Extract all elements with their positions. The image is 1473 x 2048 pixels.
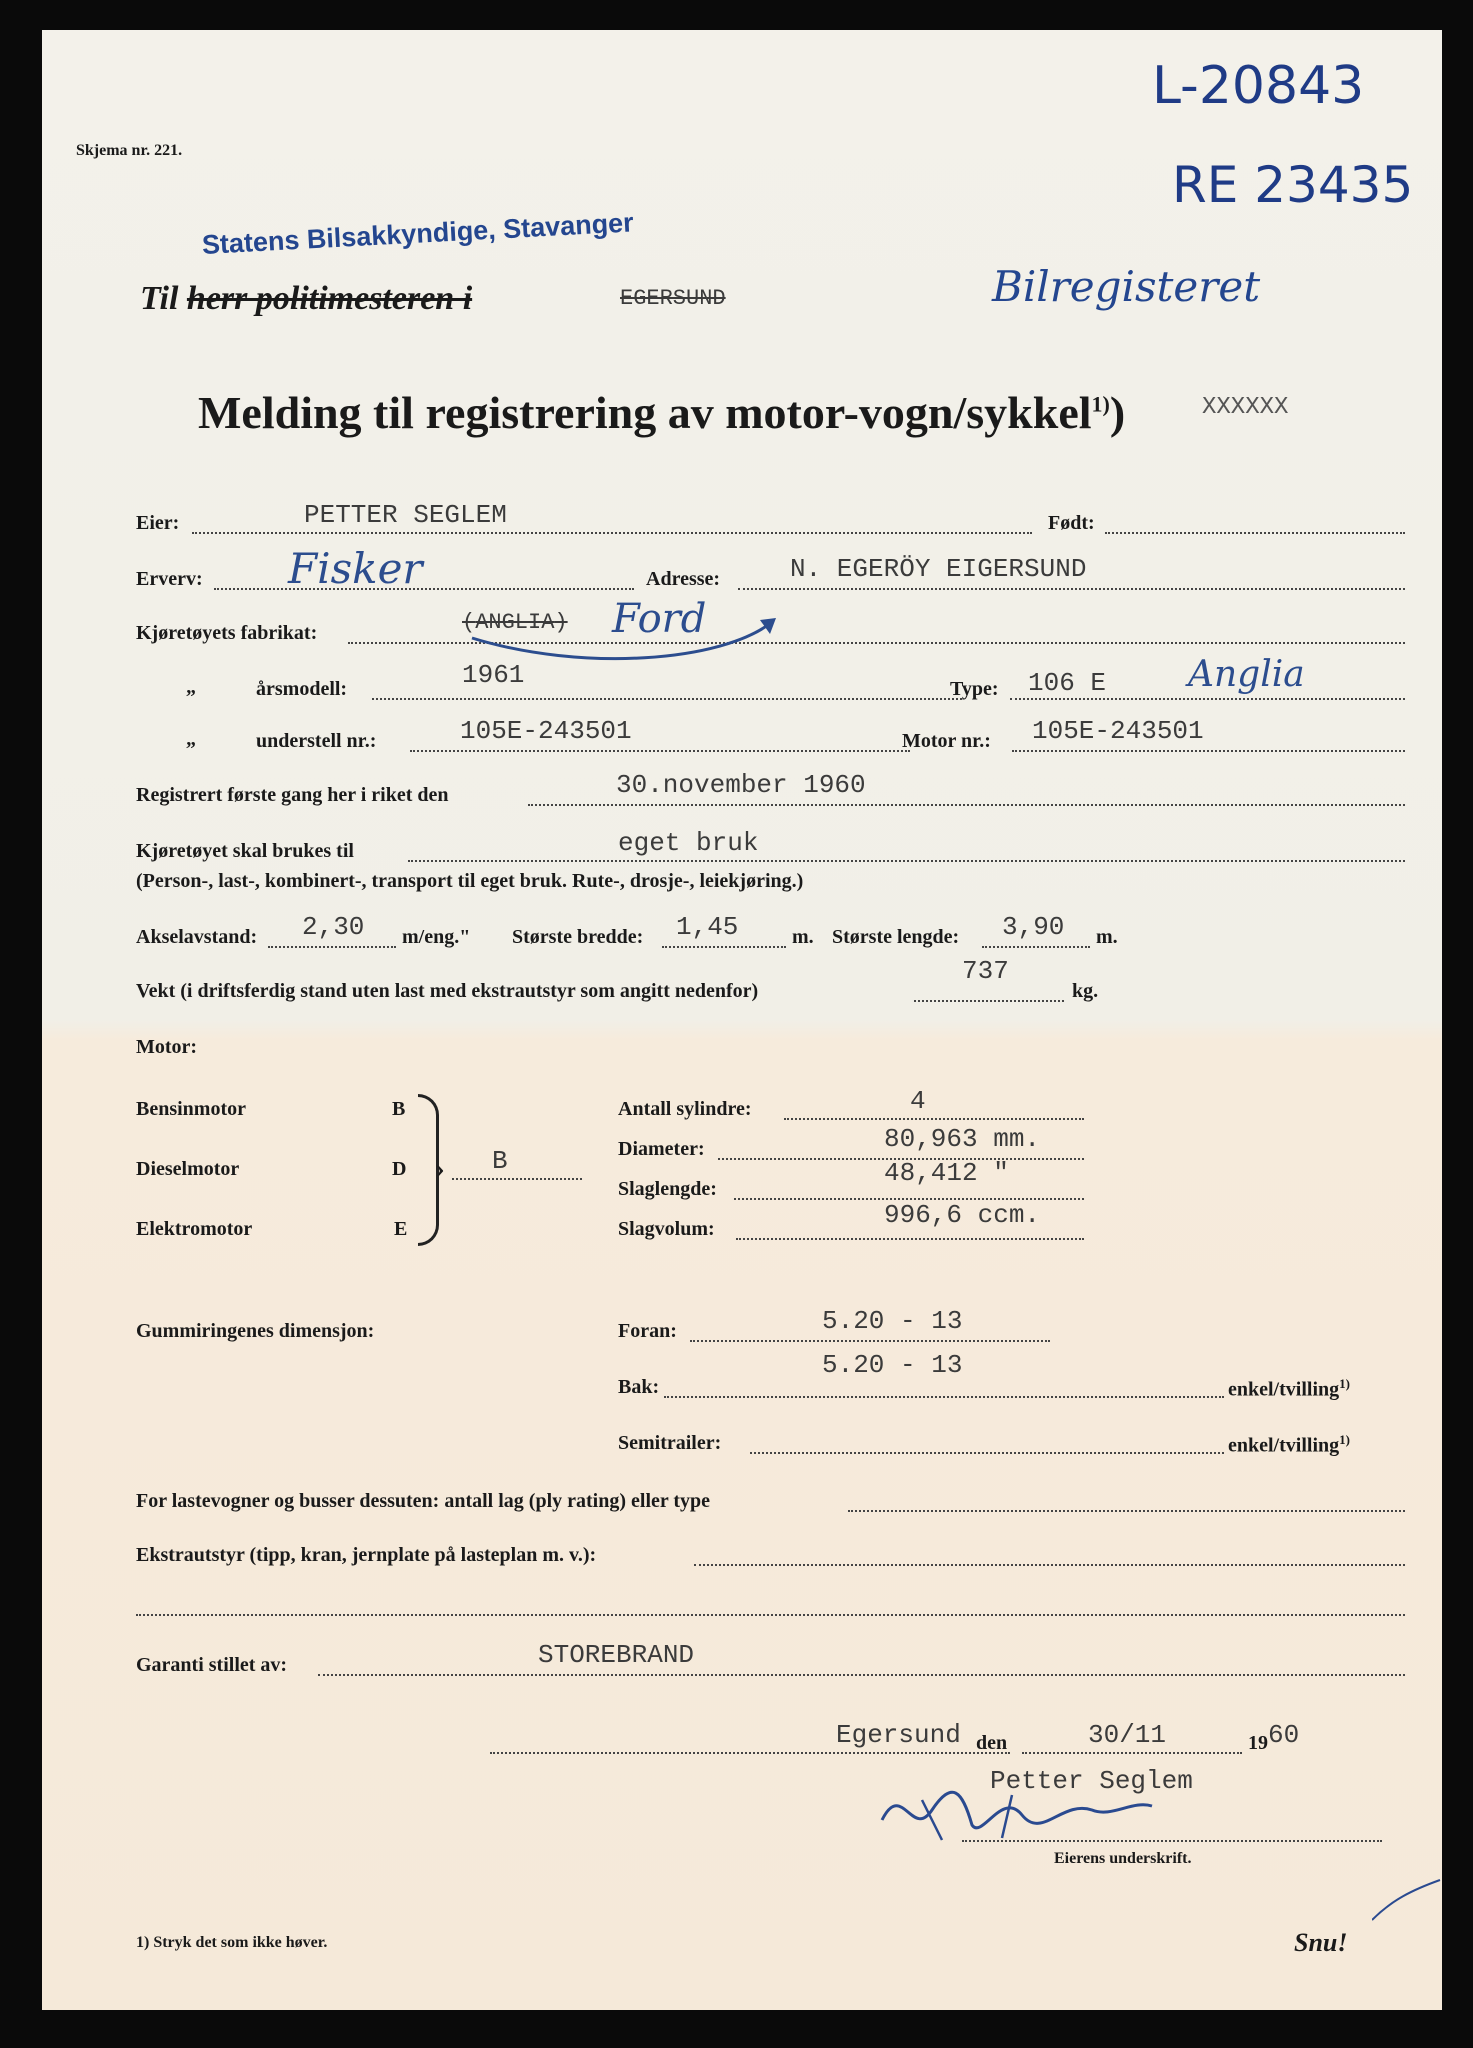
slaglengde-value: 48,412 " [884, 1158, 1009, 1188]
vekt-value: 737 [962, 956, 1009, 986]
registrert-value: 30.november 1960 [616, 770, 866, 800]
arsmodell-label: årsmodell: [256, 678, 348, 700]
footer-note: 1) Stryk det som ikke høver. [136, 1934, 328, 1951]
eier-value: PETTER SEGLEM [304, 500, 507, 530]
dieselmotor-label: Dieselmotor [136, 1158, 240, 1180]
bilregisteret-handwritten: Bilregisteret [992, 262, 1261, 311]
sylindre-label: Antall sylindre: [618, 1098, 752, 1120]
til-label: Til herr politimesteren i [140, 280, 473, 317]
fabrikat-arrow-icon [462, 602, 792, 662]
schema-number: Skjema nr. 221. [76, 142, 183, 159]
bak-label: Bak: [618, 1376, 660, 1398]
type-label: Type: [950, 678, 999, 700]
form-title: Melding til registrering av motor-vogn/sykkel$^{1)}$) [198, 387, 1126, 438]
akselavstand-line [268, 946, 396, 948]
slaglengde-label: Slaglengde: [618, 1178, 717, 1200]
elektromotor-label: Elektromotor [136, 1218, 253, 1240]
year-prefix: 19 [1248, 1732, 1268, 1754]
motor-selected-value: B [492, 1146, 508, 1176]
stamp-statens-bilsakkyndige: Statens Bilsakkyndige, Stavanger [201, 207, 635, 260]
arsmodell-line [372, 698, 962, 700]
bak-enkel-tvilling: enkel/tvilling$^{1)}$ [1228, 1376, 1350, 1401]
fabrikat-struck: (ANGLIA) [462, 610, 568, 635]
sylindre-line [784, 1118, 1084, 1120]
quote-mark-2: „ [186, 728, 196, 750]
signature-label: Eierens underskrift. [1054, 1850, 1192, 1867]
registrert-label: Registrert første gang her i riket den [136, 784, 449, 806]
fabrikat-value: Ford [612, 596, 707, 642]
erverv-label: Erverv: [136, 568, 203, 590]
adresse-value: N. EGERÖY EIGERSUND [790, 554, 1087, 584]
diameter-value: 80,963 mm. [884, 1124, 1041, 1154]
akselavstand-label: Akselavstand: [136, 926, 258, 948]
eier-line [192, 532, 1032, 534]
brukes-label: Kjøretøyet skal brukes til [136, 840, 354, 862]
akselavstand-value: 2,30 [302, 912, 365, 942]
tyres-label: Gummiringenes dimensjon: [136, 1320, 375, 1342]
motor-nr-value: 105E-243501 [1032, 716, 1204, 746]
vekt-line [914, 1000, 1064, 1002]
bensinmotor-code: B [392, 1098, 406, 1120]
bak-value: 5.20 - 13 [822, 1350, 963, 1380]
lastevogner-line [848, 1510, 1405, 1512]
foran-line [690, 1340, 1050, 1342]
eier-label: Eier: [136, 512, 180, 534]
lengde-line [982, 946, 1090, 948]
brukes-line [408, 860, 1405, 862]
signature-scribble-icon [862, 1770, 1162, 1850]
place-line [490, 1752, 1010, 1754]
arsmodell-value: 1961 [462, 660, 525, 690]
fabrikat-label: Kjøretøyets fabrikat: [136, 622, 318, 644]
motor-label: Motor: [136, 1036, 198, 1058]
owner-name-typed: Petter Seglem [990, 1766, 1193, 1796]
bredde-value: 1,45 [676, 912, 739, 942]
akselavstand-unit: m/eng." [402, 926, 471, 948]
registrert-line [528, 804, 1405, 806]
garanti-label: Garanti stillet av: [136, 1654, 288, 1676]
herr-politimesteren-struck: herr politimesteren i [186, 280, 473, 317]
lengde-value: 3,90 [1002, 912, 1065, 942]
lengde-unit: m. [1096, 926, 1118, 948]
sylindre-value: 4 [910, 1086, 926, 1116]
garanti-value: STOREBRAND [538, 1640, 695, 1670]
brace-tip: › [436, 1154, 445, 1183]
type-handwritten: Anglia [1188, 654, 1305, 695]
garanti-line [318, 1674, 1405, 1676]
handwritten-reference-2: RE 23435 [1172, 156, 1414, 214]
bak-line [664, 1396, 1224, 1398]
egersund-struck: EGERSUND [620, 286, 726, 311]
bredde-label: Største bredde: [512, 926, 644, 948]
foran-label: Foran: [618, 1320, 677, 1342]
date-value: 30/11 [1088, 1720, 1167, 1750]
brukes-value: eget bruk [618, 828, 759, 858]
semitrailer-label: Semitrailer: [618, 1432, 722, 1454]
ekstrautstyr-line-2 [136, 1614, 1405, 1616]
slagvolum-value: 996,6 ccm. [884, 1200, 1041, 1230]
title-overtype: XXXXXX [1202, 394, 1289, 421]
bensinmotor-label: Bensinmotor [136, 1098, 246, 1120]
motor-nr-label: Motor nr.: [902, 730, 991, 752]
elektromotor-code: E [394, 1218, 408, 1240]
year-value: 60 [1268, 1720, 1300, 1750]
motor-nr-line [1012, 750, 1405, 752]
semitrailer-enkel-tvilling: enkel/tvilling$^{1)}$ [1228, 1432, 1350, 1457]
fodt-line [1105, 532, 1405, 534]
brukes-note: (Person-, last-, kombinert-, transport til eget bruk. Rute-, drosje-, leiekjøring.) [136, 870, 804, 892]
snu-label: Snu! [1294, 1928, 1348, 1957]
fodt-label: Født: [1048, 512, 1095, 534]
slagvolum-line [736, 1238, 1084, 1240]
vekt-unit: kg. [1072, 980, 1099, 1002]
bredde-unit: m. [792, 926, 814, 948]
bredde-line [662, 946, 786, 948]
slagvolum-label: Slagvolum: [618, 1218, 715, 1240]
diameter-label: Diameter: [618, 1138, 705, 1160]
motor-selected-line [452, 1178, 582, 1180]
understell-label: understell nr.: [256, 730, 377, 752]
semitrailer-line [750, 1452, 1224, 1454]
dieselmotor-code: D [392, 1158, 407, 1180]
den-label: den [976, 1732, 1008, 1754]
place-value: Egersund [836, 1720, 961, 1750]
ekstrautstyr-label: Ekstrautstyr (tipp, kran, jernplate på lasteplan m. v.): [136, 1544, 597, 1566]
pen-stroke-icon [1372, 1870, 1442, 1930]
signature-line [962, 1840, 1382, 1842]
adresse-line [738, 588, 1405, 590]
lengde-label: Største lengde: [832, 926, 960, 948]
type-line [1010, 698, 1405, 700]
date-line [1022, 1752, 1242, 1754]
type-value: 106 E [1028, 668, 1107, 698]
ekstrautstyr-line [694, 1564, 1405, 1566]
erverv-value: Fisker [288, 544, 423, 593]
adresse-label: Adresse: [646, 568, 721, 590]
quote-mark-1: „ [186, 676, 196, 698]
vekt-label: Vekt (i driftsferdig stand uten last med ekstrautstyr som angitt nedenfor) [136, 980, 759, 1002]
handwritten-reference-1: L-20843 [1152, 56, 1365, 116]
erverv-line [214, 588, 634, 590]
understell-value: 105E-243501 [460, 716, 632, 746]
form-page [42, 30, 1442, 2010]
lastevogner-label: For lastevogner og busser dessuten: antall lag (ply rating) eller type [136, 1490, 711, 1512]
understell-line [410, 750, 910, 752]
foran-value: 5.20 - 13 [822, 1306, 963, 1336]
